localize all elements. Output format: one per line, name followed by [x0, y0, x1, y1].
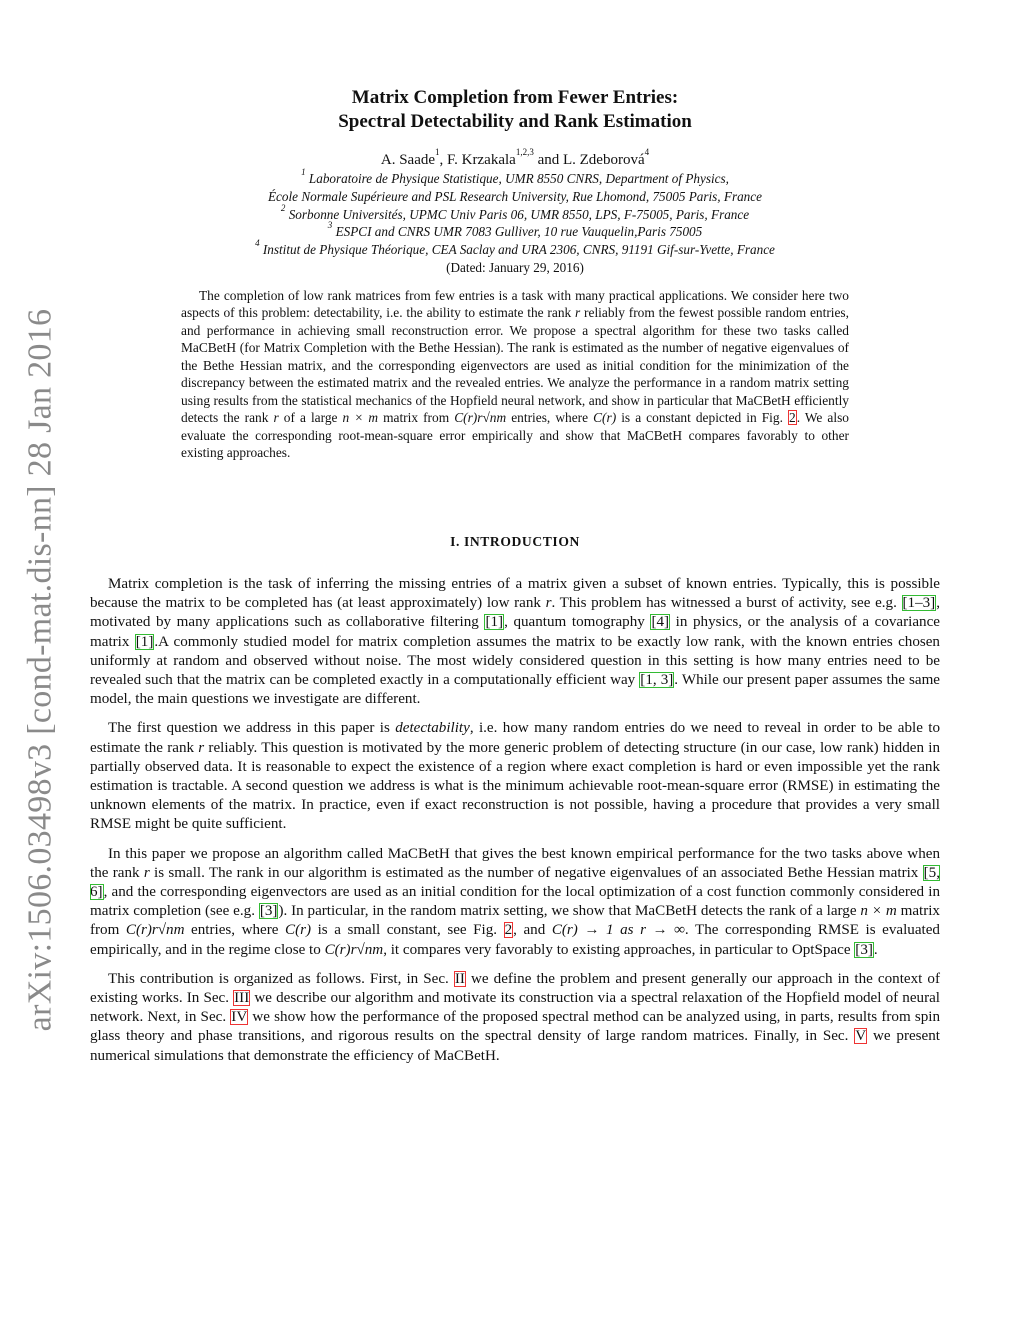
affiliation-1: $^1$ Laboratoire de Physique Statistique, UMR 8550 CNRS, Department of Physics,: [301, 166, 729, 186]
dated-line: (Dated: January 29, 2016): [446, 260, 584, 275]
arxiv-stamp: [10, 300, 70, 1040]
intro-paragraph-1: Matrix completion is the task of inferring the missing entries of a matrix given a subset of known entries. Typically, this is possible because the matrix to be completed has (at least approximately) low rank r. This problem has witnessed a burst of activity, see e.g. [1–3], motivated by many applications such as collaborative filtering [1], quantum tomography [4] in physics, or the analysis of a covariance matrix [1].A commonly studied model for matrix completion assumes the matrix to be exactly low rank, with the known entries chosen uniformly at random and observed without noise. The most widely considered question in this setting is how many entries need to be revealed such that the matrix can be completed exactly in a computationally efficient way [1, 3]. While our present paper assumes the same model, the main questions we investigate are different.: [90, 576, 941, 708]
affiliations: [120, 166, 910, 259]
section-ii-link[interactable]: II: [454, 970, 465, 987]
author-list: A. Saade$^1$, F. Krzakala$^{1,2,3}$ and L. Zdeborová$^4$: [380, 147, 650, 168]
title-line-2: Spectral Detectability and Rank Estimation: [338, 111, 692, 132]
paper-title: [120, 86, 910, 134]
citation-3b[interactable]: [3]: [855, 941, 873, 958]
citation-1[interactable]: [1]: [485, 614, 504, 631]
author-saade: A. Saade: [380, 152, 436, 168]
affiliation-3: $^3$ ESPCI and CNRS UMR 7083 Gulliver, 10 rue Vauquelin,Paris 75005: [327, 220, 703, 240]
citation-4[interactable]: [4]: [651, 614, 670, 631]
affiliation-2: $^2$ Sorbonne Universités, UPMC Univ Paris 06, UMR 8550, LPS, F-75005, Paris, France: [280, 202, 750, 222]
abstract: The completion of low rank matrices from few entries is a task with many practical applications. We consider here two aspects of this problem: detectability, i.e. the ability to estimate the rank r reliably from the fewest possible random entries, and performance in achieving small reconstruction error. We propose a spectral algorithm for these two tasks called MaCBetH (for Matrix Completion with the Bethe Hessian). The rank is estimated as the number of negative eigenvalues of the Bethe Hessian matrix, and the corresponding eigenvectors are used as initial condition for the minimization of the discrepancy between the estimated matrix and the revealed entries. We analyze the performance in a random matrix setting using results from the statistical mechanics of the Hopfield neural network, and show in particular that MaCBetH efficiently detects the rank r of a large n × m matrix from C(r)r√nm entries, where C(r) is a constant depicted in Fig. 2. We also evaluate the corresponding root-mean-square error empirically and show that MaCBetH compares favorably to other existing approaches.: [181, 288, 849, 461]
introduction-body: [90, 575, 940, 1076]
section-heading-introduction: I. INTRODUCTION: [450, 534, 580, 549]
citation-3[interactable]: [3]: [259, 903, 278, 920]
citation-1-3b[interactable]: [1, 3]: [640, 672, 674, 689]
citation-1-3[interactable]: [1–3]: [902, 595, 936, 612]
title-line-1: Matrix Completion from Fewer Entries:: [351, 87, 679, 108]
section-v-link[interactable]: V: [855, 1028, 867, 1045]
author-zdeborova: and L. Zdeborová: [533, 152, 645, 168]
figure-2-link-intro[interactable]: 2: [504, 922, 513, 939]
section-iii-link[interactable]: III: [234, 990, 250, 1007]
figure-2-link[interactable]: 2: [789, 410, 796, 426]
section-iv-link[interactable]: IV: [231, 1009, 248, 1026]
intro-paragraph-2: The first question we address in this paper is detectability, i.e. how many random entries do we need to reveal in order to be able to estimate the rank r reliably. This question is motivated by the more generic problem of detecting structure (in our case, low rank) hidden in partially observed data. It is reasonable to expect the existence of a region where exact completion is hard or even impossible yet the rank estimation is tractable. A second question we address is what is the minimum achievable root-mean-square error (RMSE) in estimating the unknown elements of the matrix. In practice, even if exact reconstruction is not possible, having a procedure that provides a very small RMSE might be quite sufficient.: [90, 720, 940, 833]
affiliation-4: $^4$ Institut de Physique Théorique, CEA Saclay and URA 2306, CNRS, 91191 Gif-sur-Yvette, France: [255, 238, 775, 258]
intro-paragraph-3: In this paper we propose an algorithm called MaCBetH that gives the best known empirical performance for the two tasks above when the rank r is small. The rank in our algorithm is estimated as the number of negative eigenvalues of an associated Bethe Hessian matrix [5, 6], and the corresponding eigenvectors are used as an initial condition for the local optimization of a cost function commonly considered in matrix completion (see e.g. [3]). In particular, in the random matrix setting, we show that MaCBetH detects the rank of a large n × m matrix from C(r)r√nm entries, where C(r) is a small constant, see Fig. 2, and C(r) → 1 as r → ∞. The corresponding RMSE is evaluated empirically, and in the regime close to C(r)r√nm, it compares very favorably to existing approaches, in particular to OptSpace [3].: [90, 845, 940, 958]
arxiv-identifier: arXiv:1506.03498v3 [cond-mat.dis-nn] 28 Jan 2016: [21, 308, 58, 1032]
author-krzakala: , F. Krzakala: [439, 152, 516, 168]
citation-5-6[interactable]: [5, 6]: [90, 864, 940, 901]
affiliation-1-cont: École Normale Supérieure and PSL Research University, Rue Lhomond, 75005 Paris, France: [268, 188, 762, 204]
citation-1b[interactable]: [1]: [135, 633, 154, 650]
intro-paragraph-4: This contribution is organized as follows. First, in Sec. II we define the problem and present generally our approach in the context of existing works. In Sec. III we describe our algorithm and motivate its construction via a spectral relaxation of the Hopfield model of neural network. Next, in Sec. IV we show how the performance of the proposed spectral method can be analyzed using, in parts, results from spin glass theory and phase transitions, and rigorous results on the spectral density of large random matrices. Finally, in Sec. V we present numerical simulations that demonstrate the efficiency of MaCBetH.: [90, 970, 941, 1064]
